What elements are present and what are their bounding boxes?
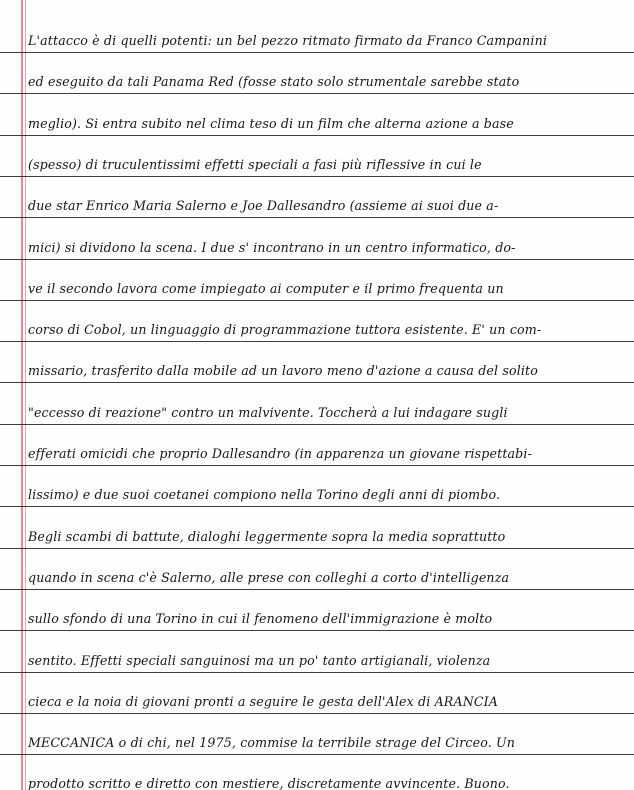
text-line: prodotto scritto e diretto con mestiere, discretamente avvincente. Buono.	[28, 776, 510, 790]
text-line: quando in scena c'è Salerno, alle prese con colleghi a corto d'intelligenza	[28, 570, 510, 585]
text-line: sentito. Effetti speciali sanguinosi ma un po' tanto artigianali, violenza	[28, 653, 491, 668]
text-line: lissimo) e due suoi coetanei compiono nella Torino degli anni di piombo.	[28, 487, 501, 502]
text-line: "eccesso di reazione" contro un malvivente. Toccherà a lui indagare sugli	[28, 405, 508, 420]
text-line: ed eseguito da tali Panama Red (fosse stato solo strumentale sarebbe stato	[28, 74, 520, 89]
text-line: mici) si dividono la scena. I due s' incontrano in un centro informatico, do-	[28, 240, 516, 255]
text-line: (spesso) di truculentissimi effetti speciali a fasi più riflessive in cui le	[28, 157, 482, 172]
text-line: ve il secondo lavora come impiegato ai computer e il primo frequenta un	[28, 281, 504, 296]
text-line: meglio). Si entra subito nel clima teso di un film che alterna azione a base	[28, 116, 514, 131]
text-line: MECCANICA o di chi, nel 1975, commise la terribile strage del Circeo. Un	[28, 735, 516, 750]
text-line: due star Enrico Maria Salerno e Joe Dallesandro (assieme ai suoi due a-	[28, 198, 499, 213]
text-line: efferati omicidi che proprio Dallesandro (in apparenza un giovane rispettabi-	[28, 446, 532, 461]
text-line: missario, trasferito dalla mobile ad un lavoro meno d'azione a causa del solito	[28, 363, 539, 378]
text-line: cieca e la noia di giovani pronti a seguire le gesta dell'Alex di ARANCIA	[28, 694, 499, 709]
text-line: corso di Cobol, un linguaggio di programmazione tuttora esistente. E' un com-	[28, 322, 542, 337]
text-line: L'attacco è di quelli potenti: un bel pezzo ritmato firmato da Franco Campanini	[28, 33, 548, 48]
text-line: sullo sfondo di una Torino in cui il fenomeno dell'immigrazione è molto	[28, 611, 493, 626]
text-line: Begli scambi di battute, dialoghi leggermente sopra la media soprattutto	[28, 529, 506, 544]
